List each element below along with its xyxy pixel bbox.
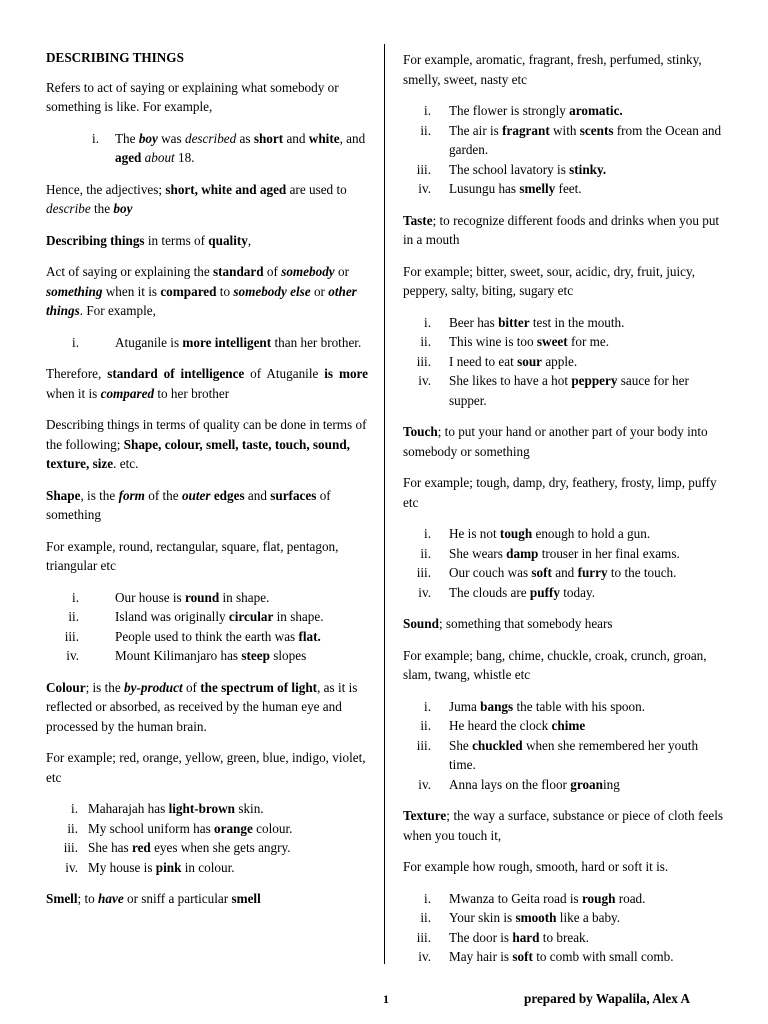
taste-examples: For example; bitter, sweet, sour, acidic, dry, fruit, juicy, peppery, salty, biting, sugary etc bbox=[403, 263, 696, 298]
list-item: iii. The door is hard to break. bbox=[416, 929, 589, 945]
right-column bbox=[403, 50, 727, 979]
page-number: 1 bbox=[383, 992, 389, 1006]
shape-list bbox=[46, 588, 368, 666]
list-item: ii. He heard the clock chime bbox=[420, 718, 586, 733]
list-item: iv. May hair is soft to comb with small comb. bbox=[418, 949, 674, 964]
touch-examples: For example; tough, damp, dry, feathery, frosty, limp, puffy etc bbox=[403, 475, 717, 510]
act-paragraph: Act of saying or explaining the standard of somebody or something when it is compared to somebody else or other things. For example, bbox=[46, 264, 357, 318]
smell-list bbox=[403, 101, 723, 199]
list-item: ii. The air is fragrant with scents from the Ocean and garden. bbox=[420, 122, 725, 157]
list-item: iii. The school lavatory is stinky. bbox=[416, 161, 607, 177]
author-credit: prepared by Wapalila, Alex A bbox=[524, 991, 690, 1006]
smell-examples: For example, aromatic, fragrant, fresh, perfumed, stinky, smelly, sweet, nasty etc bbox=[403, 52, 702, 87]
list-item: i. Juma bangs the table with his spoon. bbox=[424, 698, 646, 714]
list-item: iv. Anna lays on the floor groaning bbox=[418, 776, 620, 792]
list-item: i. Our house is round in shape. bbox=[72, 589, 270, 605]
quality-heading: Describing things in terms of quality, bbox=[46, 232, 252, 248]
quality-list-paragraph: Describing things in terms of quality can be done in terms of the following; Shape, colour, smell, taste, touch, sound, texture, size. etc. bbox=[46, 417, 370, 471]
list-item: i. The boy was described as short and white, and aged about 18. bbox=[92, 130, 369, 165]
touch-list bbox=[403, 524, 723, 602]
left-column bbox=[46, 48, 372, 921]
page-title: DESCRIBING THINGS bbox=[46, 50, 184, 65]
list-item: i. Beer has bitter test in the mouth. bbox=[424, 314, 625, 330]
smell-definition: Smell; to have or sniff a particular smell bbox=[46, 891, 261, 906]
list-item: ii. Your skin is smooth like a baby. bbox=[420, 910, 621, 925]
list-item: i. He is not tough enough to hold a gun. bbox=[424, 526, 651, 541]
list-item: iii. She chuckled when she remembered her youth time. bbox=[416, 737, 702, 772]
list-item: iv. Mount Kilimanjaro has steep slopes bbox=[66, 648, 307, 663]
colour-definition: Colour; is the by-product of the spectrum of light, as it is reflected or absorbed, as received by the human eye and processed by the human brain. bbox=[46, 679, 361, 734]
list-item: iv. Lusungu has smelly feet. bbox=[418, 181, 582, 196]
colour-list bbox=[46, 799, 368, 877]
taste-list bbox=[403, 313, 723, 411]
list-item: i. The flower is strongly aromatic. bbox=[424, 103, 623, 118]
list-item: iv. The clouds are puffy today. bbox=[418, 584, 596, 600]
list-item: iii. People used to think the earth was flat. bbox=[64, 628, 321, 644]
therefore-paragraph: Therefore, standard of intelligence of Atuganile is more when it is compared to her brother bbox=[46, 366, 372, 401]
shape-definition: Shape, is the form of the outer edges and surfaces of something bbox=[46, 487, 334, 522]
texture-examples: For example how rough, smooth, hard or soft it is. bbox=[403, 859, 669, 874]
list-item: iii. I need to eat sour apple. bbox=[416, 353, 578, 369]
list-item: iii. Our couch was soft and furry to the touch. bbox=[416, 565, 677, 580]
sound-list bbox=[403, 697, 723, 795]
intelligence-example-list bbox=[46, 333, 368, 353]
list-item: i. Atuganile is more intelligent than her brother. bbox=[72, 334, 362, 350]
list-item: ii. This wine is too sweet for me. bbox=[420, 334, 610, 349]
column-divider bbox=[384, 44, 385, 964]
list-item: iv. She likes to have a hot peppery sauce for her supper. bbox=[418, 373, 693, 408]
sound-examples: For example; bang, chime, chuckle, croak, crunch, groan, slam, twang, whistle etc bbox=[403, 647, 707, 682]
list-item: iii. She has red eyes when she gets angry. bbox=[63, 840, 291, 855]
texture-list bbox=[403, 889, 723, 967]
list-item: iv. My house is pink in colour. bbox=[65, 859, 235, 875]
sound-definition: Sound; something that somebody hears bbox=[403, 616, 613, 631]
taste-definition: Taste; to recognize different foods and drinks when you put in a mouth bbox=[403, 212, 723, 247]
intro-paragraph: Refers to act of saying or explaining what somebody or something is like. For example, bbox=[46, 79, 339, 114]
list-item: i. Maharajah has light-brown skin. bbox=[71, 801, 264, 816]
touch-definition: Touch; to put your hand or another part of your body into somebody or something bbox=[403, 424, 711, 459]
list-item: ii. She wears damp trouser in her final exams. bbox=[420, 545, 680, 561]
texture-definition: Texture; the way a surface, substance or piece of cloth feels when you touch it, bbox=[403, 808, 727, 843]
list-item: ii. My school uniform has orange colour. bbox=[67, 820, 293, 836]
hence-paragraph: Hence, the adjectives; short, white and aged are used to describe the boy bbox=[46, 181, 350, 216]
boy-example-list bbox=[46, 129, 368, 168]
colour-examples: For example; red, orange, yellow, green, blue, indigo, violet, etc bbox=[46, 750, 366, 785]
list-item: ii. Island was originally circular in shape. bbox=[68, 609, 324, 624]
list-item: i. Mwanza to Geita road is rough road. bbox=[424, 890, 646, 906]
shape-examples: For example, round, rectangular, square, flat, pentagon, triangular etc bbox=[46, 538, 339, 573]
